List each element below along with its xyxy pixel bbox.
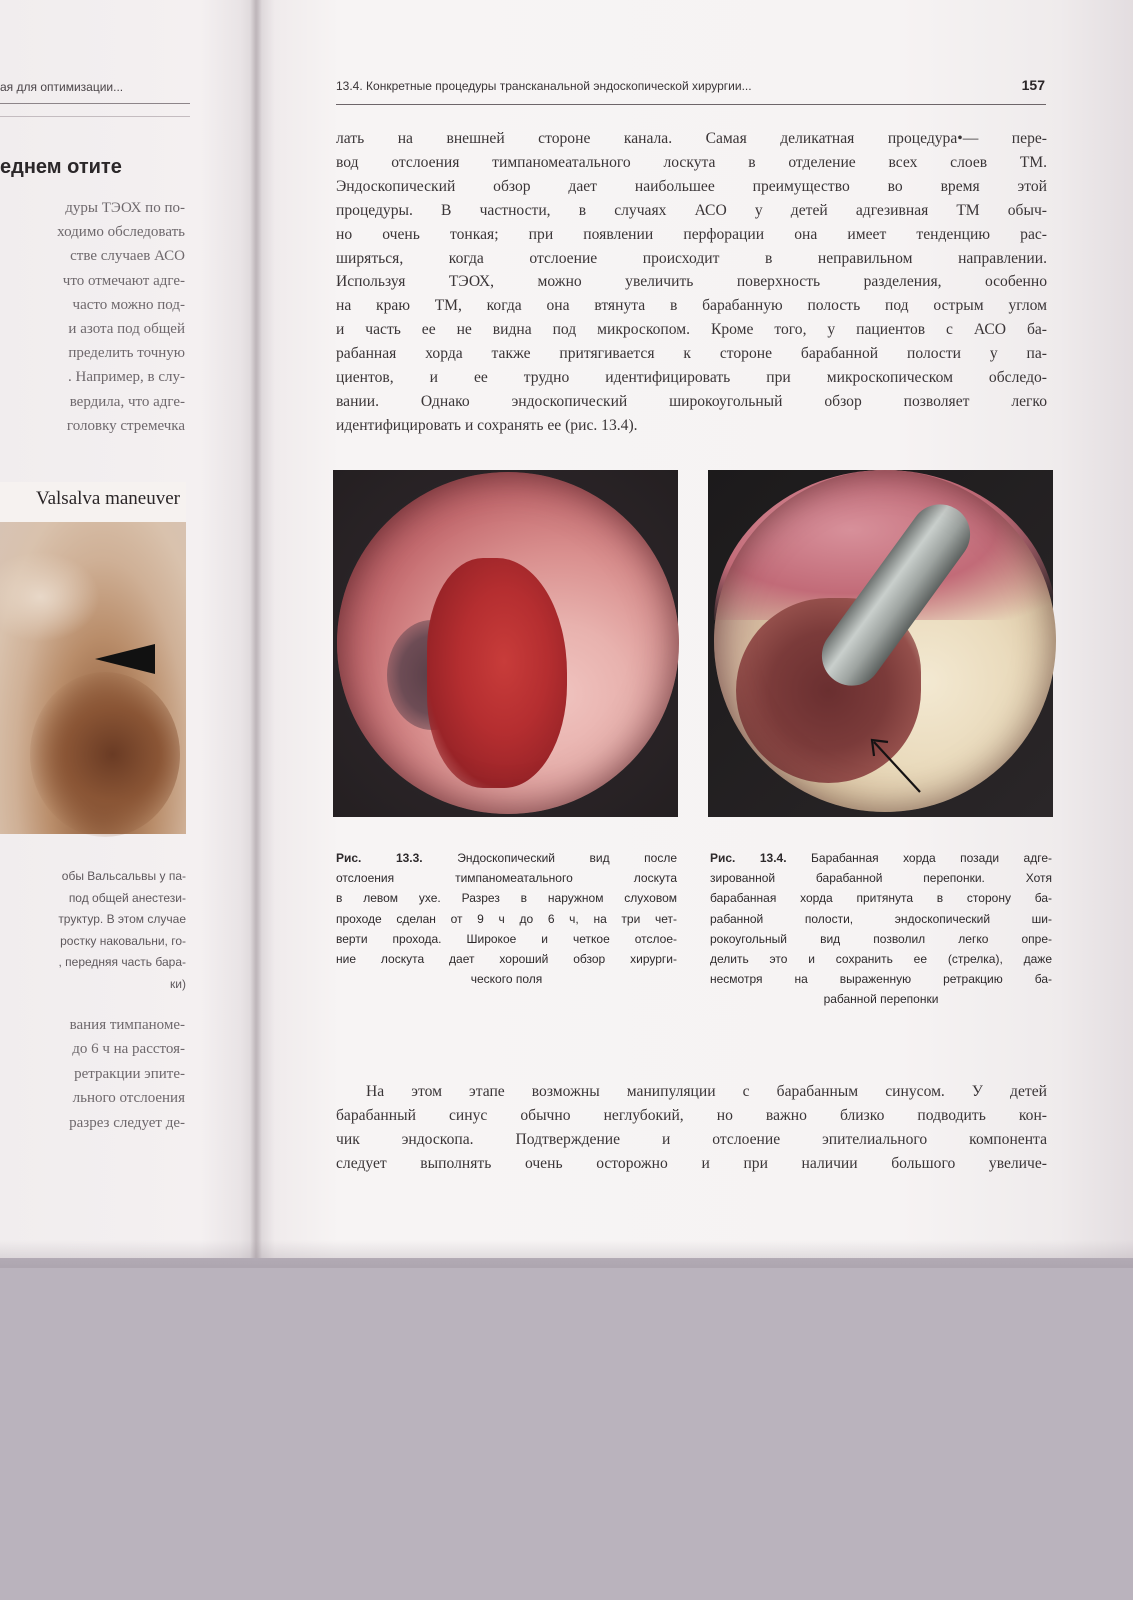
header-rule <box>336 104 1046 105</box>
text-line: до 6 ч на расстоя- <box>72 1041 185 1058</box>
text-line: . Например, в слу- <box>68 369 185 386</box>
text-line: но очень тонкая; при появлении перфорации она имеет тенденцию рас- <box>336 225 1047 243</box>
text-line: стве случаев АСО <box>70 248 185 265</box>
caption-line: , передняя часть бара- <box>58 955 186 969</box>
text-line: льного отслоения <box>72 1090 185 1107</box>
text-line: часто можно под- <box>72 296 185 313</box>
running-head: 13.4. Конкретные процедуры трансканальной эндоскопической хирургии... <box>336 79 752 93</box>
text-line: что отмечают адге- <box>62 272 185 289</box>
figure-label: Рис. 13.3. <box>336 851 423 865</box>
arrow-pointer-icon <box>708 470 1053 817</box>
body-paragraph-2 <box>336 1080 1047 1176</box>
caption-line: делить это и сохранить ее (стрелка), даже <box>710 952 1052 967</box>
text-line: вания тимпаноме- <box>69 1017 185 1033</box>
text-line: разрез следует де- <box>69 1114 185 1131</box>
text-line: и азота под общей <box>68 321 185 338</box>
figure-13-3-caption <box>336 848 677 989</box>
text-line: ретракции эпите- <box>74 1065 185 1082</box>
text-line: дуры ТЭОХ по по- <box>65 200 185 216</box>
text-line: вод отслоения тимпаномеатального лоскута в отделение всех слоев ТМ. <box>336 153 1047 171</box>
text-line: идентифицировать и сохранять ее (рис. 13.4). <box>336 416 638 434</box>
caption-line: труктур. В этом случае <box>58 912 186 926</box>
caption-line: под общей анестези- <box>68 890 186 905</box>
caption-line: рабанной перепонки <box>823 992 939 1007</box>
caption-line: ние лоскута дает хороший обзор хирурги- <box>336 952 677 967</box>
caption-line: Барабанная хорда позади адге- <box>811 851 1052 865</box>
caption-line: ки) <box>170 976 186 991</box>
left-section-heading: еднем отите <box>0 156 122 178</box>
caption-line: Эндоскопический вид после <box>457 851 677 865</box>
figure-label: Рис. 13.4. <box>710 851 787 865</box>
text-line: на краю ТМ, когда она втянута в барабанную полость под острым углом <box>336 297 1047 315</box>
text-line: вердила, что адге- <box>69 393 185 410</box>
text-line: следует выполнять очень осторожно и при наличии большого увеличе- <box>336 1155 1047 1172</box>
text-line: лать на внешней стороне канала. Самая деликатная процедура•— пере- <box>336 130 1047 147</box>
text-line: и часть ее не видна под микроскопом. Кроме того, у пациентов с АСО ба- <box>336 321 1047 339</box>
text-line: рабанная хорда также притягивается к стороне барабанной полости у па- <box>336 345 1047 363</box>
left-figure-title: Valsalva maneuver <box>35 488 180 509</box>
caption-line: ческого поля <box>470 972 543 987</box>
endoscope-vignette <box>337 472 679 814</box>
caption-line: верти прохода. Широкое и четкое отслое- <box>336 931 677 946</box>
text-line: На этом этапе возможны манипуляции с барабанным синусом. У детей <box>366 1083 1047 1100</box>
text-line: ходимо обследовать <box>57 224 185 241</box>
text-line: чик эндоскопа. Подтверждение и отслоение эпителиального компонента <box>336 1131 1047 1148</box>
body-paragraph-1 <box>336 127 1047 438</box>
caption-line: рабанной полости, эндоскопический ши- <box>710 911 1052 926</box>
figure-13-4-caption <box>710 848 1052 1010</box>
left-running-head: ая для оптимизации... <box>0 80 124 94</box>
caption-line: рокоугольный вид позволил легко опре- <box>710 931 1052 946</box>
page-number: 157 <box>1021 77 1045 93</box>
text-line: пределить точную <box>68 345 185 362</box>
text-line: вании. Однако эндоскопический широкоугольный обзор позволяет легко <box>336 392 1047 410</box>
text-line: процедуры. В частности, в случаях АСО у детей адгезивная ТМ обыч- <box>336 201 1047 219</box>
caption-line: в левом ухе. Разрез в наружном слуховом <box>336 891 677 906</box>
text-line: Эндоскопический обзор дает наибольшее преимущество во время этой <box>336 177 1047 195</box>
text-line: ширяться, когда отслоение происходит в неправильном направлении. <box>336 249 1047 267</box>
text-line: Используя ТЭОХ, можно увеличить поверхность разделения, особенно <box>336 273 1047 291</box>
caption-line: несмотря на выраженную ретракцию ба- <box>710 972 1052 987</box>
caption-line: барабанная хорда притянута в сторону ба- <box>710 891 1052 906</box>
caption-line: ростку наковальни, го- <box>60 933 186 948</box>
caption-line: проходе сделан от 9 ч до 6 ч, на три чет- <box>336 911 677 926</box>
text-line: головку стремечка <box>66 417 185 434</box>
figure-13-4-endoscopic-photo <box>708 470 1053 817</box>
caption-line: обы Вальсальвы у па- <box>61 869 186 883</box>
caption-line: зированной барабанной перепонки. Хотя <box>710 871 1052 886</box>
text-line: циентов, и ее трудно идентифицировать при микроскопическом обследо- <box>336 369 1047 387</box>
caption-line: отслоения тимпаномеатального лоскута <box>336 871 677 886</box>
text-line: барабанный синус обычно неглубокий, но важно близко подводить кон- <box>336 1107 1047 1124</box>
figure-13-3-endoscopic-photo <box>333 470 678 817</box>
